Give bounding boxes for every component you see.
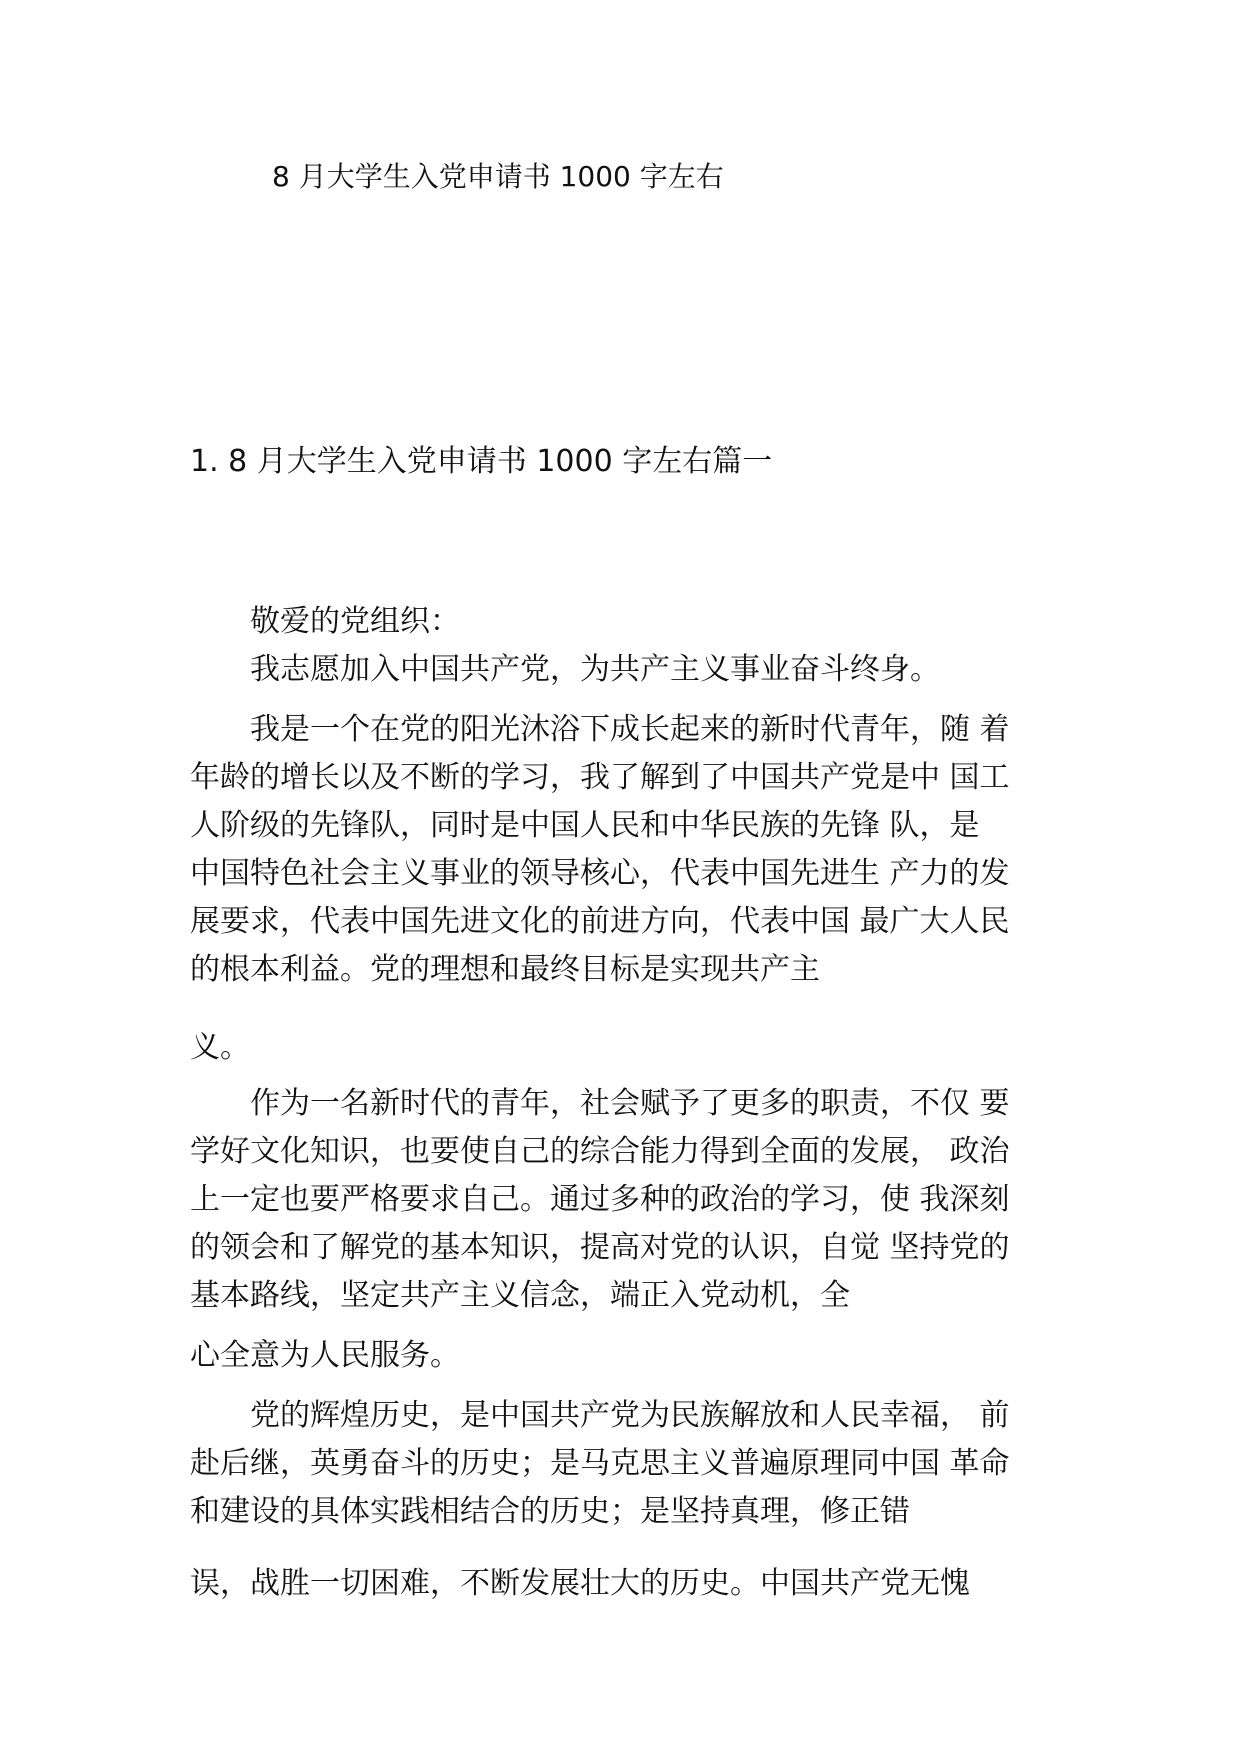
body-line: 党的辉煌历史，是中国共产党为民族解放和人民幸福， 前	[190, 1398, 1010, 1433]
body-line-salutation: 敬爱的党组织：	[190, 604, 460, 639]
body-line: 义。	[190, 1030, 250, 1065]
body-line: 的领会和了解党的基本知识，提高对党的认识，自觉 坚持党的	[190, 1230, 1010, 1265]
body-line: 和建设的具体实践相结合的历史；是坚持真理，修正错	[190, 1494, 910, 1529]
body-line: 心全意为人民服务。	[190, 1338, 460, 1373]
body-line: 赴后继，英勇奋斗的历史；是马克思主义普遍原理同中国 革命	[190, 1446, 1010, 1481]
body-line: 展要求，代表中国先进文化的前进方向，代表中国 最广大人民	[190, 904, 1010, 939]
body-line: 年龄的增长以及不断的学习，我了解到了中国共产党是中 国工	[190, 760, 1010, 795]
body-line: 我是一个在党的阳光沐浴下成长起来的新时代青年，随 着	[190, 712, 1010, 747]
body-line: 中国特色社会主义事业的领导核心，代表中国先进生 产力的发	[190, 856, 1010, 891]
body-line: 的根本利益。党的理想和最终目标是实现共产主	[190, 952, 820, 987]
body-line: 上一定也要严格要求自己。通过多种的政治的学习，使 我深刻	[190, 1182, 1010, 1217]
body-line: 学好文化知识，也要使自己的综合能力得到全面的发展， 政治	[190, 1134, 1010, 1169]
section-heading: 1. 8 月大学生入党申请书 1000 字左右篇一	[190, 444, 773, 479]
document-title: 8 月大学生入党申请书 1000 字左右	[272, 160, 724, 193]
body-line: 我志愿加入中国共产党，为共产主义事业奋斗终身。	[190, 652, 940, 687]
body-line: 误，战胜一切困难，不断发展壮大的历史。中国共产党无愧	[190, 1566, 970, 1601]
body-line: 基本路线，坚定共产主义信念，端正入党动机，全	[190, 1278, 850, 1313]
body-line: 作为一名新时代的青年，社会赋予了更多的职责，不仅 要	[190, 1086, 1010, 1121]
body-line: 人阶级的先锋队，同时是中国人民和中华民族的先锋 队，是	[190, 808, 980, 843]
